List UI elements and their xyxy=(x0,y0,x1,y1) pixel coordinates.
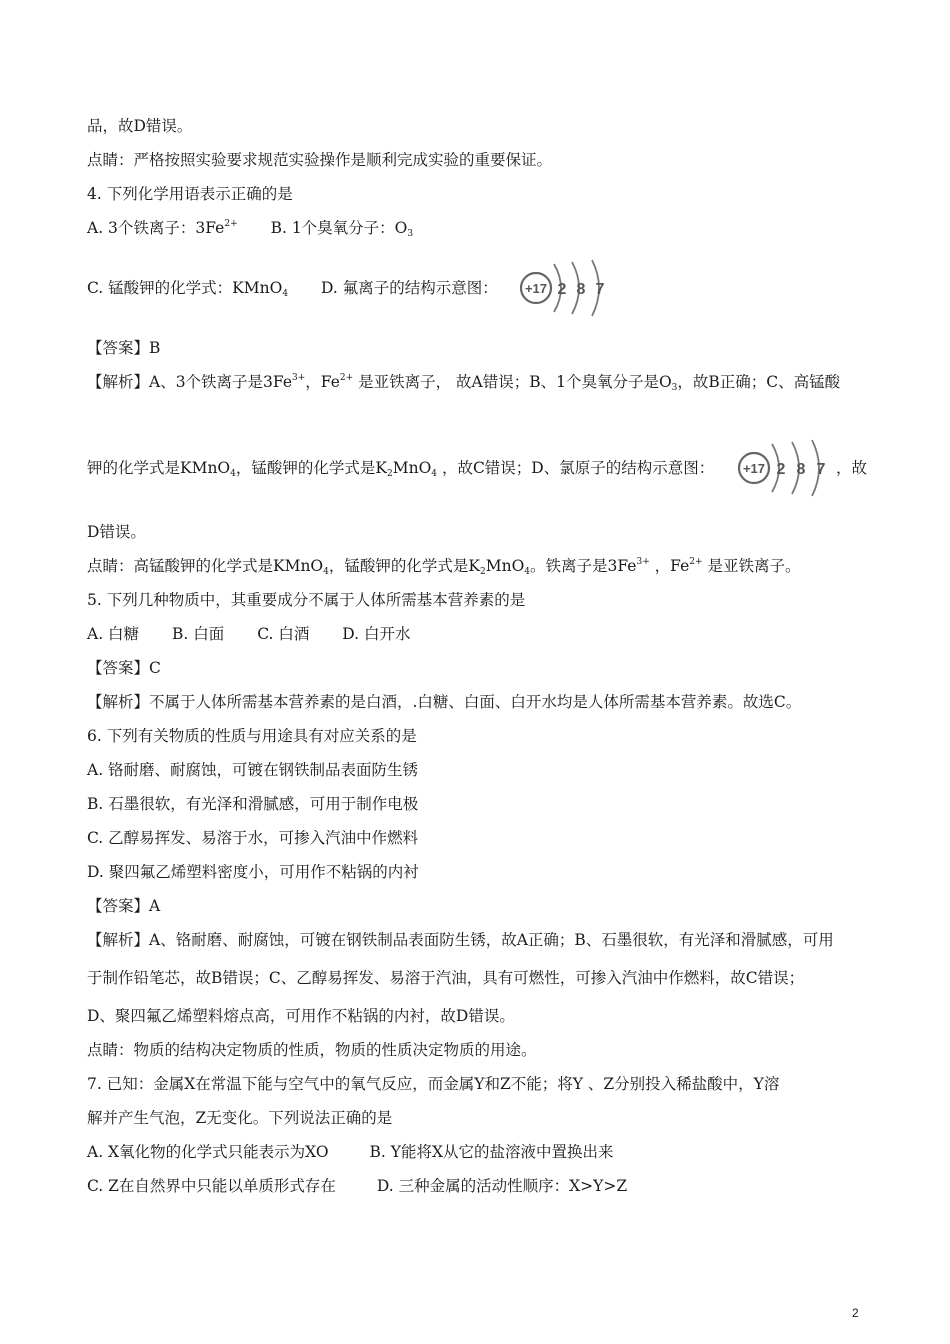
answer-5: 【答案】C xyxy=(87,659,161,677)
question-7-line-1: 7. 已知：金属X在常温下能与空气中的氧气反应，而金属Y和Z不能；将Y 、Z分别投入稀盐酸中，Y溶 xyxy=(87,1075,780,1093)
explanation-6-line-2: 于制作铅笔芯，故B错误；C、乙醇易挥发、易溶于汽油，具有可燃性，可掺入汽油中作燃料，故C错误； xyxy=(87,969,805,987)
option-a: A. 3个铁离子：$3Fe^{2+}$ xyxy=(87,219,238,237)
answer-4: 【答案】B xyxy=(87,339,161,357)
tip-line: 点睛：严格按照实验要求规范实验操作是顺利完成实验的重要保证。 xyxy=(87,151,553,169)
atom-structure-diagram xyxy=(734,436,834,500)
tip-6: 点睛：物质的结构决定物质的性质，物质的性质决定物质的用途。 xyxy=(87,1041,537,1059)
question-5-options xyxy=(87,624,411,644)
explanation-4-line-2-end: ，故 xyxy=(836,459,868,477)
explanation-5: 【解析】不属于人体所需基本营养素的是白酒，.白糖、白面、白开水均是人体所需基本营养素。故选C。 xyxy=(87,693,802,711)
option-b: B. 石墨很软，有光泽和滑腻感，可用于制作电极 xyxy=(87,795,419,813)
question-4-options-ab xyxy=(87,218,413,238)
option-b: B. 1个臭氧分子：$O_3$ xyxy=(270,219,414,239)
explanation-4-line-1: 【解析】A、3个铁离子是$3Fe^{3+}$，$Fe^{2+}$ 是亚铁离子， 故A错误；B、1个臭氧分子是$O_3$，故B正确；C、高锰酸 xyxy=(87,373,841,393)
question-7-line-2: 解并产生气泡，Z无变化。下列说法正确的是 xyxy=(87,1109,393,1127)
explanation-4-line-2: 钾的化学式是KMnO$_4$，锰酸钾的化学式是$K_2MnO_4$ ，故C错误；D、氯原子的结构示意图： xyxy=(87,459,715,479)
nucleus-charge: +17 xyxy=(524,281,548,296)
shell-electrons: 2 xyxy=(776,461,786,478)
answer-6: 【答案】A xyxy=(87,897,161,915)
atom-structure-diagram xyxy=(516,258,612,318)
option-a: A. 白糖 xyxy=(87,625,140,643)
shell-electrons: 7 xyxy=(816,461,826,478)
question-5: 5. 下列几种物质中，其重要成分不属于人体所需基本营养素的是 xyxy=(87,591,526,609)
option-c: C. 锰酸钾的化学式：KMnO$_4$ xyxy=(87,279,289,299)
option-b: B. 白面 xyxy=(172,625,225,643)
text-line: 品，故D错误。 xyxy=(87,117,193,135)
option-a: A. X氧化物的化学式只能表示为XO xyxy=(87,1143,329,1161)
option-b: B. Y能将X从它的盐溶液中置换出来 xyxy=(369,1143,614,1161)
question-4-options-cd xyxy=(87,278,498,298)
option-d: D. 三种金属的活动性顺序：X>Y>Z xyxy=(376,1177,628,1195)
explanation-4-line-3: D错误。 xyxy=(87,523,146,541)
question-7-options-ab xyxy=(87,1142,614,1162)
question-6: 6. 下列有关物质的性质与用途具有对应关系的是 xyxy=(87,727,417,745)
option-a: A. 铬耐磨、耐腐蚀，可镀在钢铁制品表面防生锈 xyxy=(87,761,419,779)
tip-4: 点睛：高锰酸钾的化学式是KMnO$_4$，锰酸钾的化学式是$K_2MnO_4$。铁离子是$3Fe^{3+}$ ，$Fe^{2+}$ 是亚铁离子。 xyxy=(87,557,801,577)
option-c: C. 乙醇易挥发、易溶于水，可掺入汽油中作燃料 xyxy=(87,829,419,847)
option-d: D. 聚四氟乙烯塑料密度小，可用作不粘锅的内衬 xyxy=(87,863,419,881)
option-d: D. 氟离子的结构示意图： xyxy=(320,279,498,297)
shell-electrons: 7 xyxy=(595,281,605,298)
shell-electrons: 8 xyxy=(796,461,806,478)
explanation-6-line-1: 【解析】A、铬耐磨、耐腐蚀，可镀在钢铁制品表面防生锈，故A正确；B、石墨很软，有光泽和滑腻感，可用 xyxy=(87,931,834,949)
option-d: D. 白开水 xyxy=(342,625,411,643)
nucleus-charge: +17 xyxy=(742,461,766,476)
shell-electrons: 8 xyxy=(576,281,586,298)
question-4: 4. 下列化学用语表示正确的是 xyxy=(87,185,293,203)
option-c: C. Z在自然界中只能以单质形式存在 xyxy=(87,1177,336,1195)
option-c: C. 白酒 xyxy=(257,625,310,643)
explanation-6-line-3: D、聚四氟乙烯塑料熔点高，可用作不粘锅的内衬，故D错误。 xyxy=(87,1007,515,1025)
question-7-options-cd xyxy=(87,1176,627,1196)
shell-electrons: 2 xyxy=(557,281,567,298)
page-number: 2 xyxy=(852,1306,859,1320)
